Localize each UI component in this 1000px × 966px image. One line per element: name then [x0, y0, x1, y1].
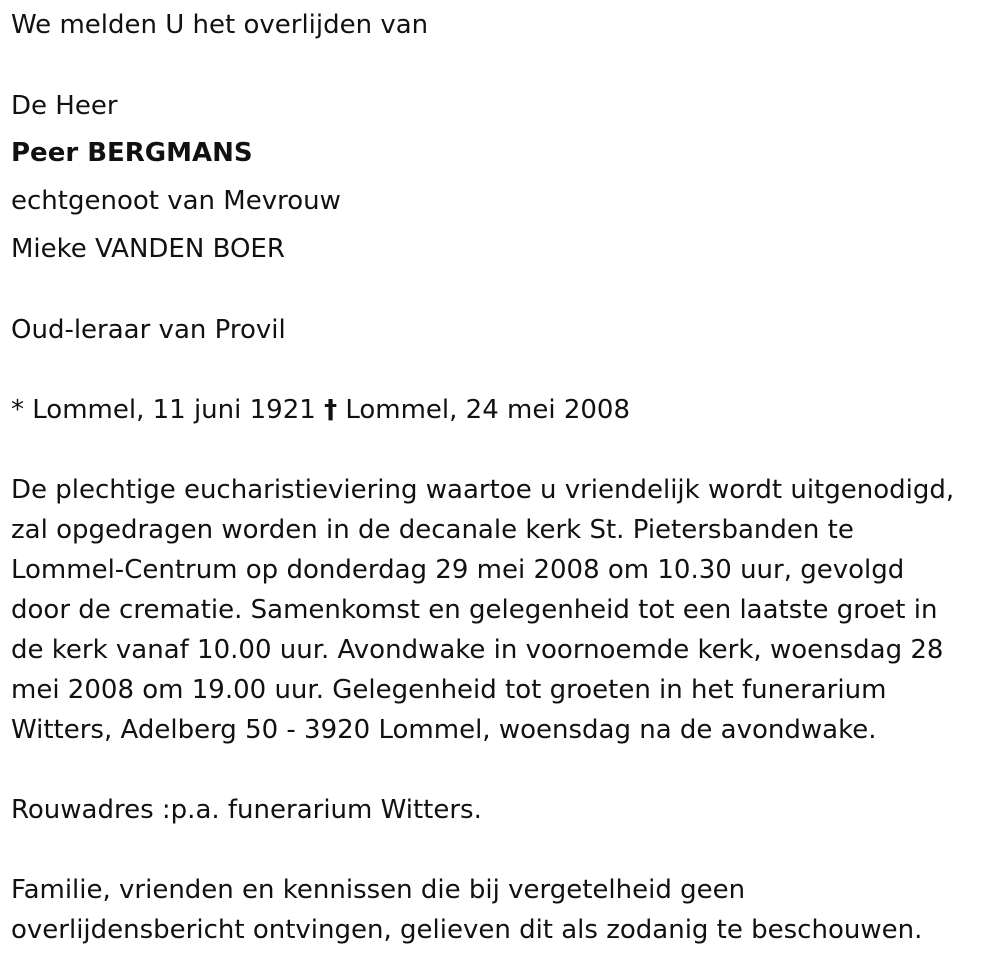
birth-date: * Lommel, 11 juni 1921	[11, 395, 316, 425]
occupation: Oud-leraar van Provil	[11, 315, 286, 345]
mourning-address: Rouwadres :p.a. funerarium Witters.	[11, 795, 482, 825]
ceremony-line: zal opgedragen worden in de decanale kerk St. Pietersbanden te	[11, 515, 854, 545]
death-cross-icon: †	[324, 395, 338, 425]
spouse-name: Mieke VANDEN BOER	[11, 234, 285, 264]
intro-text: We melden U het overlijden van	[11, 10, 429, 40]
life-dates	[11, 390, 630, 430]
spouse-line: echtgenoot van Mevrouw	[11, 186, 341, 216]
death-date: Lommel, 24 mei 2008	[345, 395, 630, 425]
closing-line: overlijdensbericht ontvingen, gelieven dit als zodanig te beschouwen.	[11, 915, 923, 945]
ceremony-line: de kerk vanaf 10.00 uur. Avondwake in voornoemde kerk, woensdag 28	[11, 635, 944, 665]
closing-paragraph	[11, 870, 991, 950]
ceremony-line: Witters, Adelberg 50 - 3920 Lommel, woensdag na de avondwake.	[11, 715, 877, 745]
ceremony-line: De plechtige eucharistieviering waartoe u vriendelijk wordt uitgenodigd,	[11, 475, 955, 505]
ceremony-line: door de crematie. Samenkomst en gelegenheid tot een laatste groet in	[11, 595, 938, 625]
ceremony-line: mei 2008 om 19.00 uur. Gelegenheid tot groeten in het funerarium	[11, 675, 887, 705]
deceased-name: Peer BERGMANS	[11, 138, 253, 168]
ceremony-paragraph	[11, 470, 991, 750]
ceremony-line: Lommel-Centrum op donderdag 29 mei 2008 om 10.30 uur, gevolgd	[11, 555, 905, 585]
honorific: De Heer	[11, 91, 118, 121]
closing-line: Familie, vrienden en kennissen die bij vergetelheid geen	[11, 875, 746, 905]
